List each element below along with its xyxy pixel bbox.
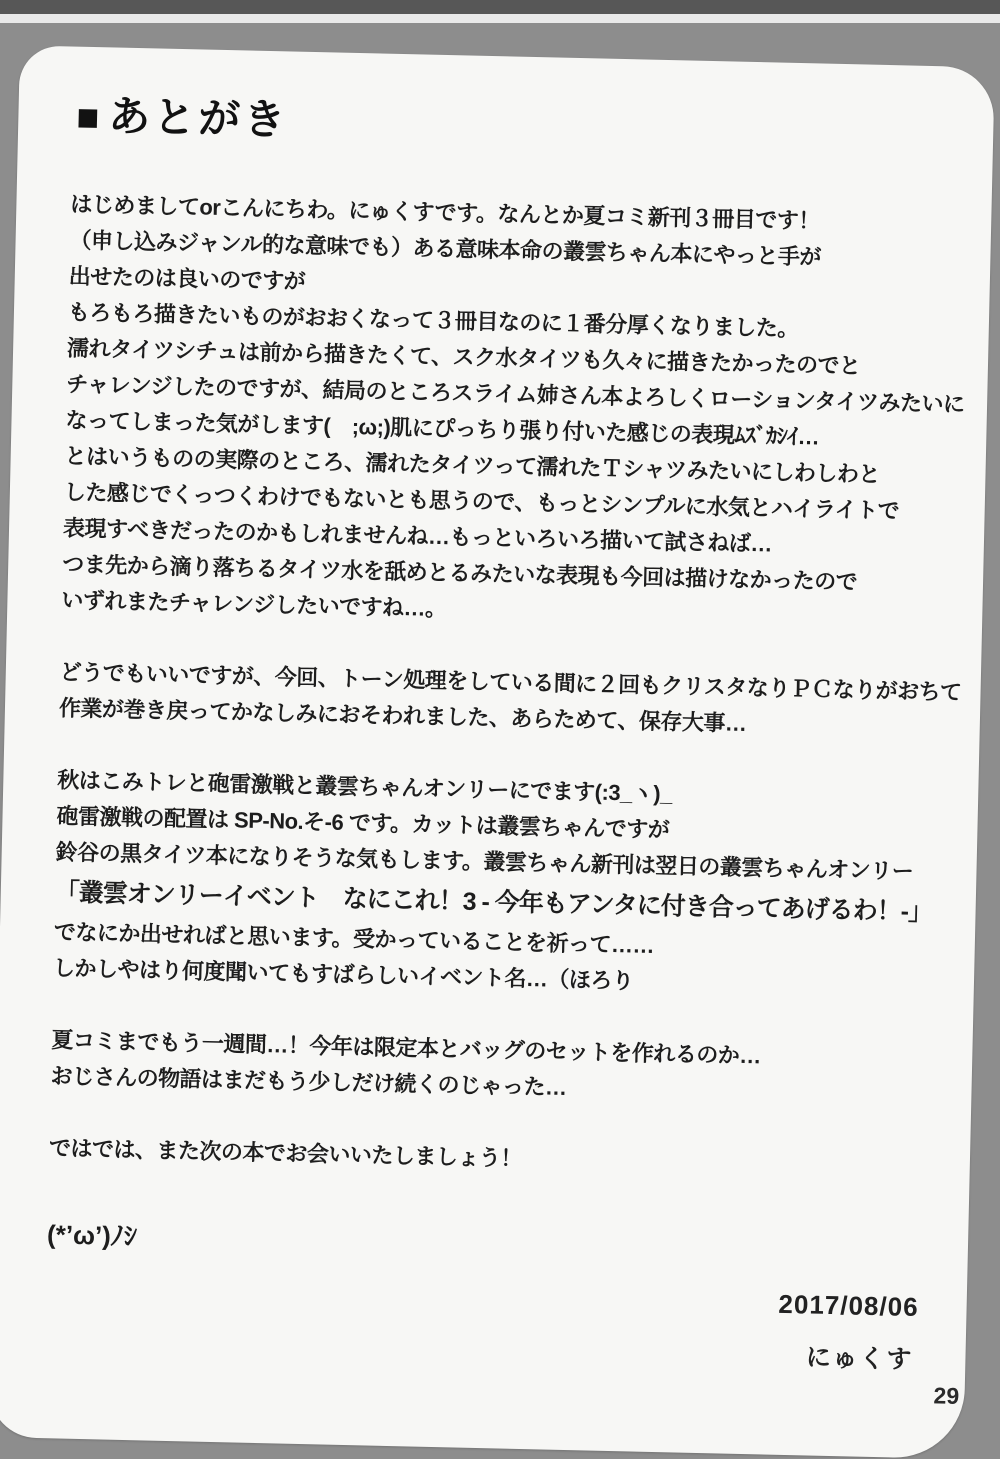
paragraph-save-often [59, 654, 975, 747]
scanned-page [0, 45, 995, 1459]
text-line: した感じでくっつくわけでもないとも思うので、もっとシンプルに水気とハイライトで [63, 479, 900, 524]
paragraph-closing [49, 1130, 965, 1187]
paragraph-intro [61, 187, 986, 640]
text-line: 出せたのは良いのですが [68, 263, 306, 294]
top-light-line [0, 14, 1000, 23]
title-square-bullet: ■ [75, 96, 103, 140]
text-line: チャレンジしたのですが、結局のところスライム姉さん本よろしくローションタイツみたいに [66, 371, 965, 417]
event-title-line: 「叢雲オンリーイベント なにこれ！3 - 今年もアンタに付き合ってあげるわ！-」 [54, 878, 933, 927]
text-line: 秋はこみトレと砲雷激戦と叢雲ちゃんオンリーにでます(:3_ヽ)_ [57, 767, 673, 807]
text-line: でなにか出せればと思います。受かっていることを祈って…… [53, 919, 655, 958]
text-line: どうでもいいですが、今回、トーン処理をしている間に２回もクリスタなりＰＣなりがおちて [59, 659, 962, 705]
page-number: 29 [933, 1382, 960, 1409]
page-title-text: あとがき [107, 92, 289, 144]
publication-date: 2017/08/06 [778, 1288, 919, 1323]
text-line: 夏コミまでもう一週間…！今年は限定本とバッグのセットを作れるのか… [51, 1027, 762, 1069]
top-dark-band [0, 0, 1000, 14]
text-line: 砲雷激戦の配置は SP-No.そ-6 です。カットは叢雲ちゃんですが [56, 803, 670, 843]
page-title [76, 83, 289, 148]
text-line: 濡れタイツシチュは前から描きたくて、スク水タイツも久々に描きたかったのでと [66, 335, 861, 379]
text-line: 表現すべきだったのかもしれませんね…もっといろいろ描いて試さねば… [62, 515, 773, 557]
text-line: ではでは、また次の本でお会いいたしましょう！ [48, 1135, 523, 1171]
author-signature: にゅくす [805, 1343, 914, 1374]
text-line: （申し込みジャンル的な意味でも）ある意味本命の叢雲ちゃん本にやっと手が [69, 227, 822, 270]
text-line: つま先から滴り落ちるタイツ水を舐めとるみたいな表現も今回は描けなかったので [61, 551, 858, 595]
paragraph-comiket [50, 1022, 966, 1115]
paragraph-events [53, 762, 973, 1007]
text-line: とはいうものの実際のところ、濡れたタイツって濡れたＴシャツみたいにしわしわと [64, 443, 881, 487]
text-line: おじさんの物語はまだもう少しだけ続くのじゃった… [50, 1063, 567, 1100]
text-line: もろもろ描きたいものがおおくなって３冊目なのに１番分厚くなりました。 [67, 299, 800, 342]
text-line: いずれまたチャレンジしたいですね…。 [61, 587, 447, 622]
afterword-body [47, 187, 986, 1273]
text-line: 鈴谷の黒タイツ本になりそうな気もします。叢雲ちゃん新刊は翌日の叢雲ちゃんオンリー [55, 839, 914, 884]
text-line: 作業が巻き戻ってかなしみにおそわれました、あらためて、保存大事… [58, 695, 747, 736]
text-line: なってしまった気がします( ;ω;)肌にぴっちり張り付いた感じの表現ﾑｽﾞｶｼｲ… [65, 407, 820, 450]
kaomoji-wave: (*’ω’)ﾉｼ [46, 1219, 138, 1252]
text-line: はじめましてorこんにちわ。にゅくすです。なんとか夏コミ新刊３冊目です！ [70, 191, 821, 234]
text-line: しかしやはり何度聞いてもすばらしいイベント名…（ほろり [52, 955, 634, 994]
